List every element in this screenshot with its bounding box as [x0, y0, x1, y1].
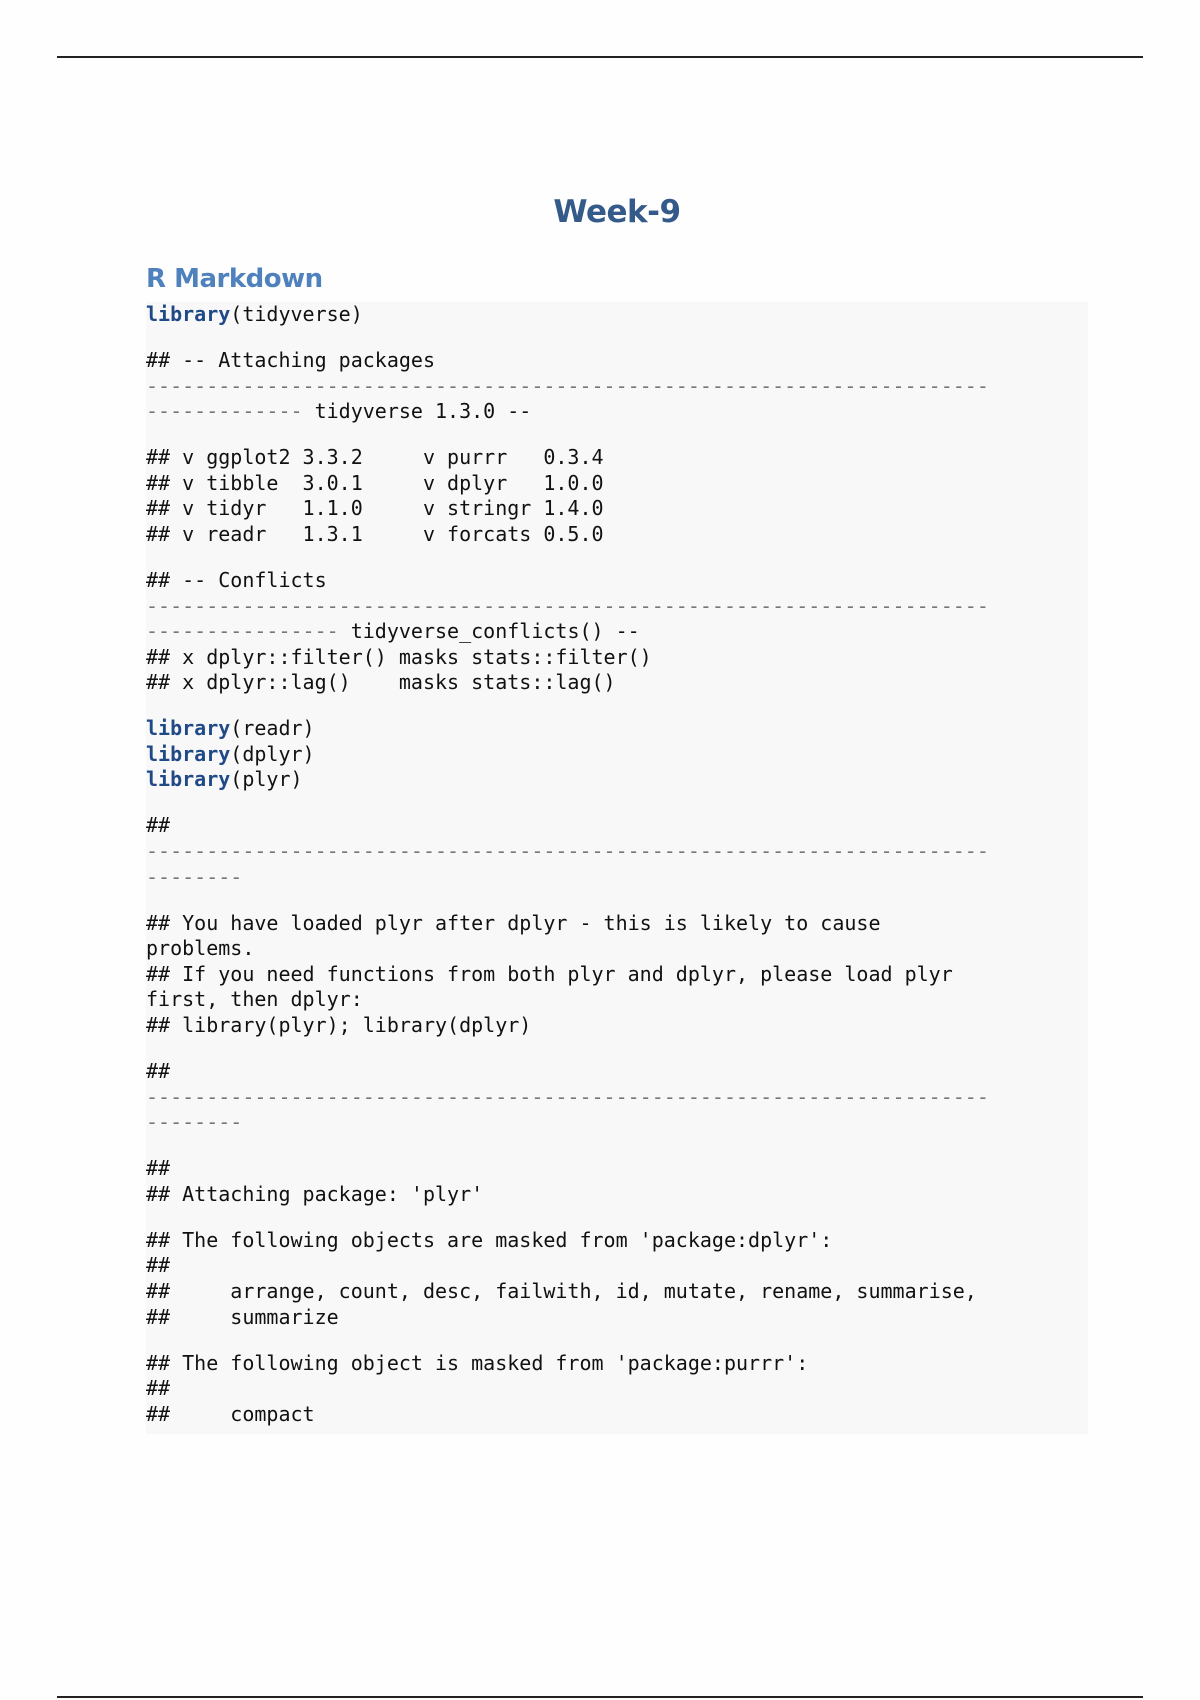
code-keyword: library [146, 302, 231, 326]
output-line [146, 399, 1086, 425]
code-keyword: library [146, 741, 231, 766]
dash-prefix: ------------- [146, 399, 315, 424]
code-line [146, 302, 1086, 328]
dash-line: -------- [146, 1110, 243, 1135]
footer-rule [57, 1696, 1143, 1698]
warning-line: ## You have loaded plyr after dplyr - this is likely to cause [146, 910, 881, 935]
dash-prefix: ---------------- [146, 619, 351, 644]
code-argument: (dplyr) [230, 741, 315, 766]
section-heading: R Markdown [146, 264, 323, 294]
masked-line: ## [146, 1376, 171, 1401]
code-line [146, 767, 1086, 793]
output-line: ## [146, 813, 171, 838]
tidyverse-version: tidyverse 1.3.0 -- [314, 399, 532, 424]
output-line: ## -- Conflicts [146, 567, 327, 592]
code-argument: (tidyverse) [230, 302, 363, 326]
conflict-line: ## x dplyr::filter() masks stats::filter() [146, 644, 652, 669]
code-keyword: library [146, 716, 231, 741]
code-output [146, 302, 1086, 1427]
masked-line: ## The following objects are masked from 'package:dplyr': [146, 1227, 833, 1252]
output-line: ## [146, 1058, 171, 1083]
output-line: ## Attaching package: 'plyr' [146, 1181, 484, 1206]
code-argument: (plyr) [230, 767, 303, 792]
output-line: ## -- Attaching packages [146, 347, 435, 372]
conflicts-function: tidyverse_conflicts() -- [350, 619, 640, 644]
document-title: Week-9 [553, 194, 681, 230]
masked-line: ## [146, 1253, 171, 1278]
package-line: ## v ggplot2 3.3.2 v purrr 0.3.4 [146, 445, 604, 470]
dash-line: ---------------------------------------------------------------------- [146, 839, 989, 864]
masked-line: ## compact [146, 1401, 315, 1426]
code-keyword: library [146, 767, 231, 792]
output-line: ## [146, 1156, 171, 1181]
warning-line: ## If you need functions from both plyr and dplyr, please load plyr [146, 961, 953, 986]
package-line: ## v tidyr 1.1.0 v stringr 1.4.0 [146, 496, 604, 521]
dash-line: -------- [146, 864, 243, 889]
conflict-line: ## x dplyr::lag() masks stats::lag() [146, 670, 616, 695]
code-line [146, 716, 1086, 742]
output-line [146, 619, 1086, 645]
package-line: ## v readr 1.3.1 v forcats 0.5.0 [146, 521, 604, 546]
warning-line: ## library(plyr); library(dplyr) [146, 1013, 532, 1037]
masked-line: ## The following object is masked from 'package:purrr': [146, 1350, 809, 1375]
warning-line: first, then dplyr: [146, 987, 363, 1012]
masked-line: ## summarize [146, 1304, 339, 1329]
dash-line: ---------------------------------------------------------------------- [146, 1084, 989, 1109]
code-line [146, 742, 1086, 768]
package-line: ## v tibble 3.0.1 v dplyr 1.0.0 [146, 470, 604, 495]
warning-line: problems. [146, 936, 255, 961]
code-argument: (readr) [230, 716, 315, 741]
masked-line: ## arrange, count, desc, failwith, id, mutate, rename, summarise, [146, 1278, 977, 1303]
header-rule [57, 56, 1143, 58]
dash-line: ---------------------------------------------------------------------- [146, 593, 989, 618]
dash-line: ---------------------------------------------------------------------- [146, 373, 989, 398]
